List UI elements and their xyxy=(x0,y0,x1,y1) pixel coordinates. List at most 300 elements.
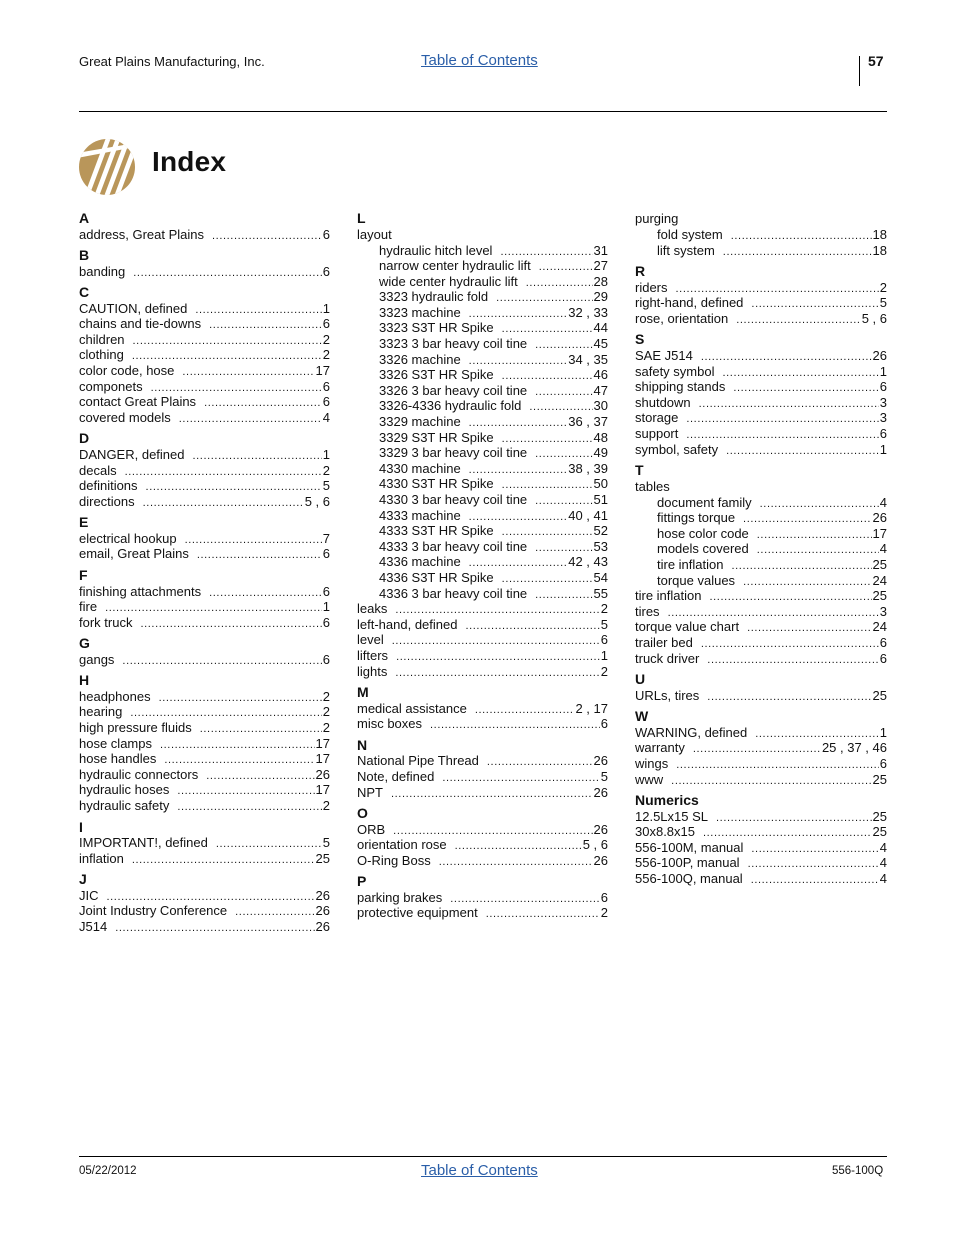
index-entry xyxy=(79,903,330,919)
index-page-ref: 6 xyxy=(600,889,608,905)
index-entry xyxy=(79,264,330,280)
index-page-ref: 25 xyxy=(872,808,887,824)
index-page-ref: 6 xyxy=(322,651,330,667)
index-page-ref: 26 xyxy=(872,510,887,526)
index-page-ref: 4 xyxy=(879,494,887,510)
index-entry xyxy=(79,851,330,867)
dot-leader xyxy=(733,381,878,397)
index-section-letter: F xyxy=(79,567,88,583)
index-entry xyxy=(79,888,330,904)
index-section-letter: S xyxy=(635,331,645,348)
index-page-ref: 40 , 41 xyxy=(568,507,608,523)
index-page-ref: 6 xyxy=(600,716,608,732)
index-subentry xyxy=(357,352,608,368)
header-rule xyxy=(79,111,887,112)
index-page-ref: 26 xyxy=(593,753,608,769)
index-entry xyxy=(79,478,330,494)
index-entry-text: National Pipe Thread xyxy=(357,753,479,769)
dot-leader xyxy=(143,496,304,512)
index-page-ref: 5 , 6 xyxy=(304,493,330,509)
index-entry xyxy=(357,701,608,717)
index-entry xyxy=(79,767,330,783)
dot-leader xyxy=(747,621,871,637)
dot-leader xyxy=(140,617,321,633)
dot-leader xyxy=(185,533,322,549)
index-entry xyxy=(635,619,887,635)
dot-leader xyxy=(430,718,600,734)
index-group-label: purging xyxy=(635,211,679,226)
index-entry-text: Note, defined xyxy=(357,768,435,784)
dot-leader xyxy=(193,449,322,465)
index-entry-text: symbol, safety xyxy=(635,441,719,457)
index-page-ref: 3 xyxy=(879,603,887,619)
index-page-ref: 25 , 37 , 46 xyxy=(821,740,887,756)
index-subentry xyxy=(357,523,608,539)
index-page-ref: 25 xyxy=(872,687,887,703)
index-subentry xyxy=(635,526,887,542)
index-entry-text: document family xyxy=(657,494,752,510)
index-entry xyxy=(635,756,887,772)
index-section-letter: E xyxy=(79,514,89,531)
index-entry-text: hydraulic safety xyxy=(79,798,170,814)
index-entry-text: ORB xyxy=(357,821,386,837)
index-page-ref: 1 xyxy=(322,446,330,462)
index-page-ref: 2 xyxy=(322,688,330,704)
dot-leader xyxy=(455,839,582,855)
index-subentry xyxy=(357,258,608,274)
index-page-ref: 6 xyxy=(322,614,330,630)
index-page-ref: 5 xyxy=(600,768,608,784)
index-entry-text: 4333 S3T HR Spike xyxy=(379,523,494,539)
index-entry xyxy=(79,782,330,798)
index-page-ref: 6 xyxy=(879,379,887,395)
index-entry-text: high pressure fluids xyxy=(79,720,192,736)
index-page-ref: 27 xyxy=(593,258,608,274)
index-entry xyxy=(635,348,887,364)
dot-leader xyxy=(535,588,592,604)
index-page-ref: 3 xyxy=(879,410,887,426)
index-entry-text: headphones xyxy=(79,688,151,704)
index-entry xyxy=(79,615,330,631)
index-page-ref: 17 xyxy=(315,735,330,751)
index-entry-text: 30x8.8x15 xyxy=(635,824,695,840)
index-page-ref: 49 xyxy=(593,445,608,461)
index-entry xyxy=(635,725,887,741)
index-page-ref: 48 xyxy=(593,429,608,445)
page-title: Index xyxy=(152,146,227,177)
dot-leader xyxy=(125,465,322,481)
index-entry xyxy=(635,871,887,887)
index-page-ref: 25 xyxy=(872,771,887,787)
index-entry xyxy=(79,316,330,332)
index-section-letter: G xyxy=(79,635,90,652)
index-entry-text: 556-100M, manual xyxy=(635,839,744,855)
index-section-letter: W xyxy=(635,708,649,725)
index-entry-text: fire xyxy=(79,599,98,615)
index-page-ref: 5 , 6 xyxy=(861,310,887,326)
index-subentry xyxy=(357,274,608,290)
index-entry xyxy=(357,837,608,853)
index-page-ref: 3 xyxy=(879,394,887,410)
index-page-ref: 5 xyxy=(600,616,608,632)
index-entry-text: definitions xyxy=(79,478,138,494)
index-page-ref: 6 xyxy=(879,650,887,666)
index-page-ref: 4 xyxy=(879,871,887,886)
index-entry xyxy=(357,822,608,838)
dot-leader xyxy=(442,771,599,787)
dot-leader xyxy=(701,637,879,653)
index-entry xyxy=(79,410,330,426)
index-page-ref: 31 xyxy=(593,242,608,258)
index-entry xyxy=(635,295,887,311)
index-page-ref: 2 xyxy=(322,720,330,736)
index-entry-text: J514 xyxy=(79,919,108,934)
index-entry-text: 3329 machine xyxy=(379,414,461,430)
dot-leader xyxy=(731,559,871,575)
page-number: 57 xyxy=(868,53,884,69)
footer-document-code: 556-100Q xyxy=(832,1165,884,1177)
index-entry-text: email, Great Plains xyxy=(79,546,189,562)
index-subentry xyxy=(357,445,608,461)
index-page-ref: 53 xyxy=(593,538,608,554)
footer-table-of-contents-link[interactable]: Table of Contents xyxy=(421,1162,538,1179)
index-group-heading xyxy=(635,211,887,227)
dot-leader xyxy=(200,722,322,738)
index-entry-text: tire inflation xyxy=(657,557,724,572)
index-page-ref: 52 xyxy=(593,523,608,539)
dot-leader xyxy=(693,742,821,758)
dot-leader xyxy=(731,229,872,245)
index-entry-text: 556-100Q, manual xyxy=(635,871,743,886)
index-entry xyxy=(635,410,887,426)
index-entry xyxy=(635,426,887,442)
index-entry xyxy=(635,855,887,871)
index-subentry xyxy=(635,243,887,259)
index-page-ref: 26 xyxy=(593,852,608,868)
index-column-2 xyxy=(357,211,608,921)
index-entry xyxy=(79,494,330,510)
index-entry xyxy=(357,648,608,664)
index-group-label: tables xyxy=(635,478,670,494)
index-section-letter: O xyxy=(357,805,368,822)
index-entry-text: 4336 3 bar heavy coil tine xyxy=(379,585,528,601)
index-page-ref: 2 , 17 xyxy=(575,700,608,716)
index-page-ref: 4 xyxy=(322,409,330,425)
index-entry xyxy=(635,311,887,327)
dot-leader xyxy=(757,543,879,559)
index-page-ref: 26 xyxy=(315,887,330,903)
index-page-ref: 5 , 6 xyxy=(582,837,608,853)
index-subentry xyxy=(357,414,608,430)
index-page-ref: 26 xyxy=(593,821,608,837)
footer-rule xyxy=(79,1156,887,1157)
index-column-1 xyxy=(79,211,330,935)
index-entry-text: NPT xyxy=(357,784,383,800)
index-entry xyxy=(79,332,330,348)
index-subentry xyxy=(357,430,608,446)
index-entry-text: 12.5Lx15 SL xyxy=(635,808,709,824)
index-page-ref: 6 xyxy=(322,546,330,562)
index-subentry xyxy=(357,320,608,336)
index-entry xyxy=(357,664,608,680)
index-page-ref: 5 xyxy=(879,295,887,311)
index-entry xyxy=(357,890,608,906)
index-entry xyxy=(635,604,887,620)
index-subentry xyxy=(357,243,608,259)
index-entry-text: rose, orientation xyxy=(635,310,729,326)
index-page-ref: 50 xyxy=(593,476,608,492)
index-entry-text: wings xyxy=(635,755,669,771)
index-entry-text: electrical hookup xyxy=(79,530,177,546)
index-group-heading xyxy=(635,479,887,495)
index-entry-text: trailer bed xyxy=(635,634,693,650)
index-subentry xyxy=(357,367,608,383)
index-entry xyxy=(79,736,330,752)
index-page-ref: 30 xyxy=(593,398,608,414)
index-entry-text: torque value chart xyxy=(635,619,740,635)
index-page-ref: 47 xyxy=(593,382,608,398)
dot-leader xyxy=(146,480,322,496)
index-page-ref: 17 xyxy=(315,751,330,767)
index-entry-text: DANGER, defined xyxy=(79,446,185,462)
index-entry xyxy=(79,463,330,479)
dot-leader xyxy=(736,313,860,329)
index-page-ref: 4 xyxy=(879,839,887,855)
index-entry-text: 3326 machine xyxy=(379,351,461,367)
dot-leader xyxy=(209,318,322,334)
index-entry-text: parking brakes xyxy=(357,889,443,905)
index-entry xyxy=(79,835,330,851)
dot-leader xyxy=(179,412,322,428)
index-subentry xyxy=(357,570,608,586)
index-entry-text: contact Great Plains xyxy=(79,394,197,410)
index-entry xyxy=(635,395,887,411)
index-page-ref: 2 xyxy=(600,663,608,679)
index-group-label: layout xyxy=(357,226,392,242)
index-entry-text: covered models xyxy=(79,409,171,425)
index-entry-text: left-hand, defined xyxy=(357,616,458,632)
index-entry-text: 4330 machine xyxy=(379,460,461,476)
dot-leader xyxy=(195,303,321,319)
header-table-of-contents-link[interactable]: Table of Contents xyxy=(421,52,538,69)
index-entry-text: inflation xyxy=(79,850,124,866)
index-subentry xyxy=(357,383,608,399)
dot-leader xyxy=(671,774,871,790)
index-entry-text: 4330 3 bar heavy coil tine xyxy=(379,492,528,507)
index-page-ref: 51 xyxy=(593,492,608,507)
index-entry xyxy=(635,740,887,756)
index-entry-text: storage xyxy=(635,410,679,426)
dot-leader xyxy=(486,907,600,923)
index-section-letter: R xyxy=(635,263,646,280)
index-page-ref: 6 xyxy=(322,583,330,599)
index-page-ref: 25 xyxy=(872,824,887,840)
dot-leader xyxy=(748,857,879,873)
index-page-ref: 2 xyxy=(600,905,608,921)
index-page-ref: 26 xyxy=(315,766,330,782)
index-entry xyxy=(79,919,330,935)
index-entry-text: 4333 machine xyxy=(379,507,461,523)
dot-leader xyxy=(177,784,314,800)
index-subentry xyxy=(635,557,887,573)
index-subentry xyxy=(635,495,887,511)
index-entry-text: lifters xyxy=(357,647,389,663)
index-entry-text: address, Great Plains xyxy=(79,226,205,242)
index-entry-text: decals xyxy=(79,462,117,478)
index-subentry xyxy=(357,289,608,305)
index-page-ref: 24 xyxy=(872,572,887,588)
index-entry xyxy=(79,689,330,705)
dot-leader xyxy=(475,703,575,719)
index-entry xyxy=(635,840,887,856)
dot-leader xyxy=(216,837,322,853)
index-subentry xyxy=(635,541,887,557)
index-subentry xyxy=(635,227,887,243)
index-entry-text: 3326 3 bar heavy coil tine xyxy=(379,382,528,398)
index-entry-text: models covered xyxy=(657,541,749,557)
index-page-ref: 45 xyxy=(593,336,608,352)
index-entry-text: protective equipment xyxy=(357,905,478,921)
index-entry-text: torque values xyxy=(657,572,736,588)
index-page-ref: 34 , 35 xyxy=(568,351,608,367)
dot-leader xyxy=(159,691,322,707)
index-subentry xyxy=(635,573,887,589)
index-entry-text: www xyxy=(635,771,664,787)
index-entry-text: 3323 machine xyxy=(379,304,461,320)
index-entry-text: 3323 hydraulic fold xyxy=(379,289,489,305)
dot-leader xyxy=(177,800,321,816)
index-entry-text: misc boxes xyxy=(357,716,423,732)
index-entry-text: 4333 3 bar heavy coil tine xyxy=(379,538,528,554)
index-page-ref: 1 xyxy=(879,441,887,457)
index-subentry xyxy=(357,554,608,570)
dot-leader xyxy=(235,905,314,921)
index-page-ref: 2 xyxy=(322,347,330,363)
index-entry xyxy=(79,347,330,363)
index-entry-text: children xyxy=(79,331,125,347)
index-page-ref: 2 xyxy=(322,331,330,347)
index-entry-text: hydraulic hoses xyxy=(79,782,170,798)
dot-leader xyxy=(439,855,593,871)
index-entry xyxy=(357,853,608,869)
index-entry-text: gangs xyxy=(79,651,115,667)
index-page-ref: 7 xyxy=(322,530,330,546)
dot-leader xyxy=(751,842,878,858)
index-section-letter: U xyxy=(635,671,646,688)
index-entry xyxy=(79,704,330,720)
index-section-letter: I xyxy=(79,818,83,835)
index-page-ref: 5 xyxy=(322,835,330,851)
index-entry xyxy=(79,546,330,562)
index-entry xyxy=(79,227,330,243)
index-entry xyxy=(635,772,887,788)
great-plains-wheat-logo-icon xyxy=(79,139,135,195)
index-entry xyxy=(635,651,887,667)
dot-leader xyxy=(206,769,314,785)
dot-leader xyxy=(122,654,321,670)
index-entry-text: URLs, tires xyxy=(635,687,700,703)
index-page-ref: 36 , 37 xyxy=(568,414,608,430)
dot-leader xyxy=(182,365,314,381)
index-subentry xyxy=(357,305,608,321)
dot-leader xyxy=(133,334,322,350)
index-entry xyxy=(79,751,330,767)
index-page-ref: 2 xyxy=(322,462,330,478)
index-entry xyxy=(635,588,887,604)
index-page-ref: 6 xyxy=(322,226,330,242)
index-entry-text: O-Ring Boss xyxy=(357,852,431,868)
index-entry xyxy=(635,688,887,704)
index-entry-text: level xyxy=(357,632,384,648)
index-page-ref: 17 xyxy=(315,363,330,379)
index-entry-text: support xyxy=(635,425,679,441)
index-entry-text: 556-100P, manual xyxy=(635,855,740,871)
index-page-ref: 6 xyxy=(879,755,887,771)
index-page-ref: 6 xyxy=(879,634,887,650)
index-entry-text: fittings torque xyxy=(657,510,736,526)
index-entry xyxy=(357,785,608,801)
dot-leader xyxy=(391,787,593,803)
dot-leader xyxy=(535,385,592,401)
index-page-ref: 1 xyxy=(879,363,887,379)
index-section-letter: C xyxy=(79,284,90,301)
index-entry-text: clothing xyxy=(79,347,124,363)
index-entry-text: leaks xyxy=(357,601,388,617)
index-section-letter: M xyxy=(357,684,369,701)
dot-leader xyxy=(539,260,593,276)
index-entry xyxy=(635,809,887,825)
index-entry xyxy=(79,363,330,379)
dot-leader xyxy=(743,512,871,528)
index-page-ref: 18 xyxy=(872,242,887,258)
index-page-ref: 2 xyxy=(322,798,330,814)
index-page-ref: 6 xyxy=(322,394,330,410)
index-entry xyxy=(635,635,887,651)
index-entry-text: fork truck xyxy=(79,614,133,630)
index-page-ref: 25 xyxy=(872,557,887,572)
dot-leader xyxy=(526,276,593,292)
index-page-ref: 2 xyxy=(879,279,887,295)
dot-leader xyxy=(676,758,879,774)
dot-leader xyxy=(212,229,322,245)
index-entry-text: right-hand, defined xyxy=(635,295,744,311)
dot-leader xyxy=(716,811,872,827)
dot-leader xyxy=(722,366,878,382)
index-entry-text: wide center hydraulic lift xyxy=(379,273,518,289)
index-page-ref: 42 , 43 xyxy=(568,554,608,570)
index-entry-text: shutdown xyxy=(635,394,691,410)
index-entry xyxy=(79,394,330,410)
index-entry xyxy=(357,769,608,785)
company-name: Great Plains Manufacturing, Inc. xyxy=(79,54,265,69)
index-section-letter: P xyxy=(357,873,367,890)
index-entry xyxy=(357,601,608,617)
index-page-ref: 25 xyxy=(872,588,887,604)
index-subentry xyxy=(357,336,608,352)
index-section-letter: B xyxy=(79,247,90,264)
index-entry-text: orientation rose xyxy=(357,837,447,853)
dot-leader xyxy=(709,590,871,606)
index-entry-text: shipping stands xyxy=(635,379,726,395)
index-section-letter: T xyxy=(635,462,644,479)
index-page-ref: 26 xyxy=(593,784,608,800)
index-entry-text: JIC xyxy=(79,887,99,903)
index-section-letter: Numerics xyxy=(635,792,699,809)
index-page-ref: 1 xyxy=(322,599,330,615)
index-entry-text: truck driver xyxy=(635,650,700,666)
index-entry-text: componets xyxy=(79,378,143,394)
dot-leader xyxy=(392,634,600,650)
